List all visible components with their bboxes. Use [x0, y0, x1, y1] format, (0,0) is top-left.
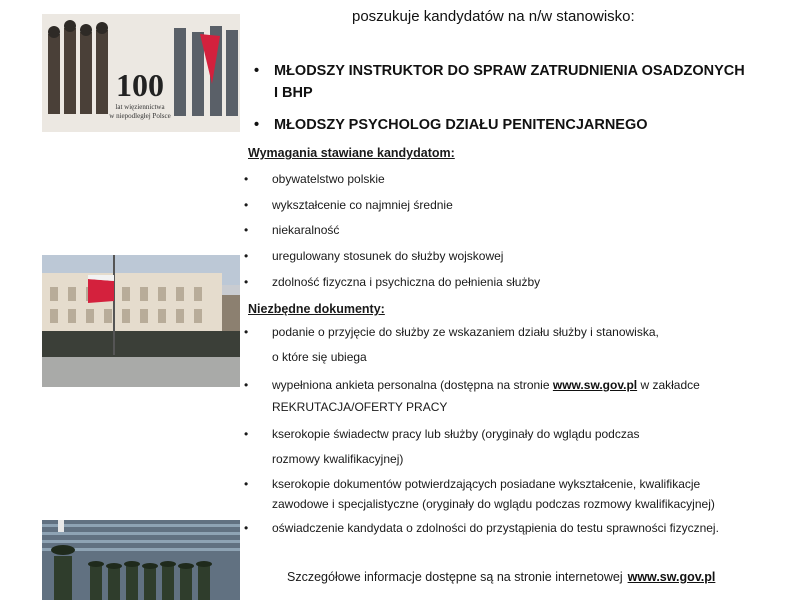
documents-title: Niezbędne dokumenty:: [248, 302, 385, 316]
position-1: [254, 60, 745, 82]
requirement-item: • niekaralność: [244, 223, 340, 237]
position-2-line1: MŁODSZY PSYCHOLOG DZIAŁU PENITENCJARNEGO: [274, 117, 648, 133]
requirement-item: • uregulowany stosunek do służby wojskowej: [244, 249, 504, 263]
footer: [287, 570, 715, 584]
bullet: •: [254, 117, 260, 133]
requirement-item: • obywatelstwo polskie: [244, 172, 385, 186]
logo-subtitle-2: w niepodległej Polsce: [109, 112, 171, 120]
sw-gov-link[interactable]: www.sw.gov.pl: [552, 378, 638, 392]
header-text: poszukuje kandydatów na n/w stanowisko:: [352, 8, 635, 25]
document-item: • kserokopie dokumentów potwierdzających posiadane wykształcenie, kwalifikacje: [244, 477, 701, 491]
document-item: • podanie o przyjęcie do służby ze wskazaniem działu służby i stanowiska,: [244, 325, 659, 339]
document-item-cont: REKRUTACJA/OFERTY PRACY: [272, 400, 448, 414]
position-1-line2: I BHP: [274, 85, 313, 101]
ceremony-photo-officers: [42, 520, 240, 600]
requirement-item: • zdolność fizyczna i psychiczna do pełnienia służby: [244, 275, 541, 289]
document-item-cont: zawodowe i specjalistyczne (oryginały do wglądu podczas rozmowy kwalifikacyjnej): [272, 497, 715, 511]
document-item-cont: rozmowy kwalifikacyjnej): [272, 452, 404, 466]
bullet: •: [254, 63, 260, 79]
document-item: • wypełniona ankieta personalna (dostępna na stronie www.sw.gov.pl w zakładce: [244, 378, 700, 392]
requirements-title: Wymagania stawiane kandydatom:: [248, 146, 455, 160]
logo-number: 100: [116, 67, 164, 103]
footer-text: Szczegółowe informacje dostępne są na stronie internetowej: [287, 570, 623, 584]
document-item: • oświadczenie kandydata o zdolności do przystąpienia do testu sprawności fizycznej.: [244, 521, 719, 535]
document-item-cont: o które się ubiega: [272, 350, 367, 364]
ceremony-photo-guard: [42, 14, 240, 132]
footer-link[interactable]: www.sw.gov.pl: [627, 570, 716, 584]
position-2: [254, 114, 648, 136]
requirement-item: • wykształcenie co najmniej średnie: [244, 198, 453, 212]
ceremony-photo-flag: [42, 255, 240, 387]
document-item: • kserokopie świadectw pracy lub służby (oryginały do wglądu podczas: [244, 427, 640, 441]
logo-subtitle-1: lat więziennictwa: [115, 103, 165, 111]
position-1-line1: MŁODSZY INSTRUKTOR DO SPRAW ZATRUDNIENIA OSADZONYCH: [274, 63, 745, 79]
